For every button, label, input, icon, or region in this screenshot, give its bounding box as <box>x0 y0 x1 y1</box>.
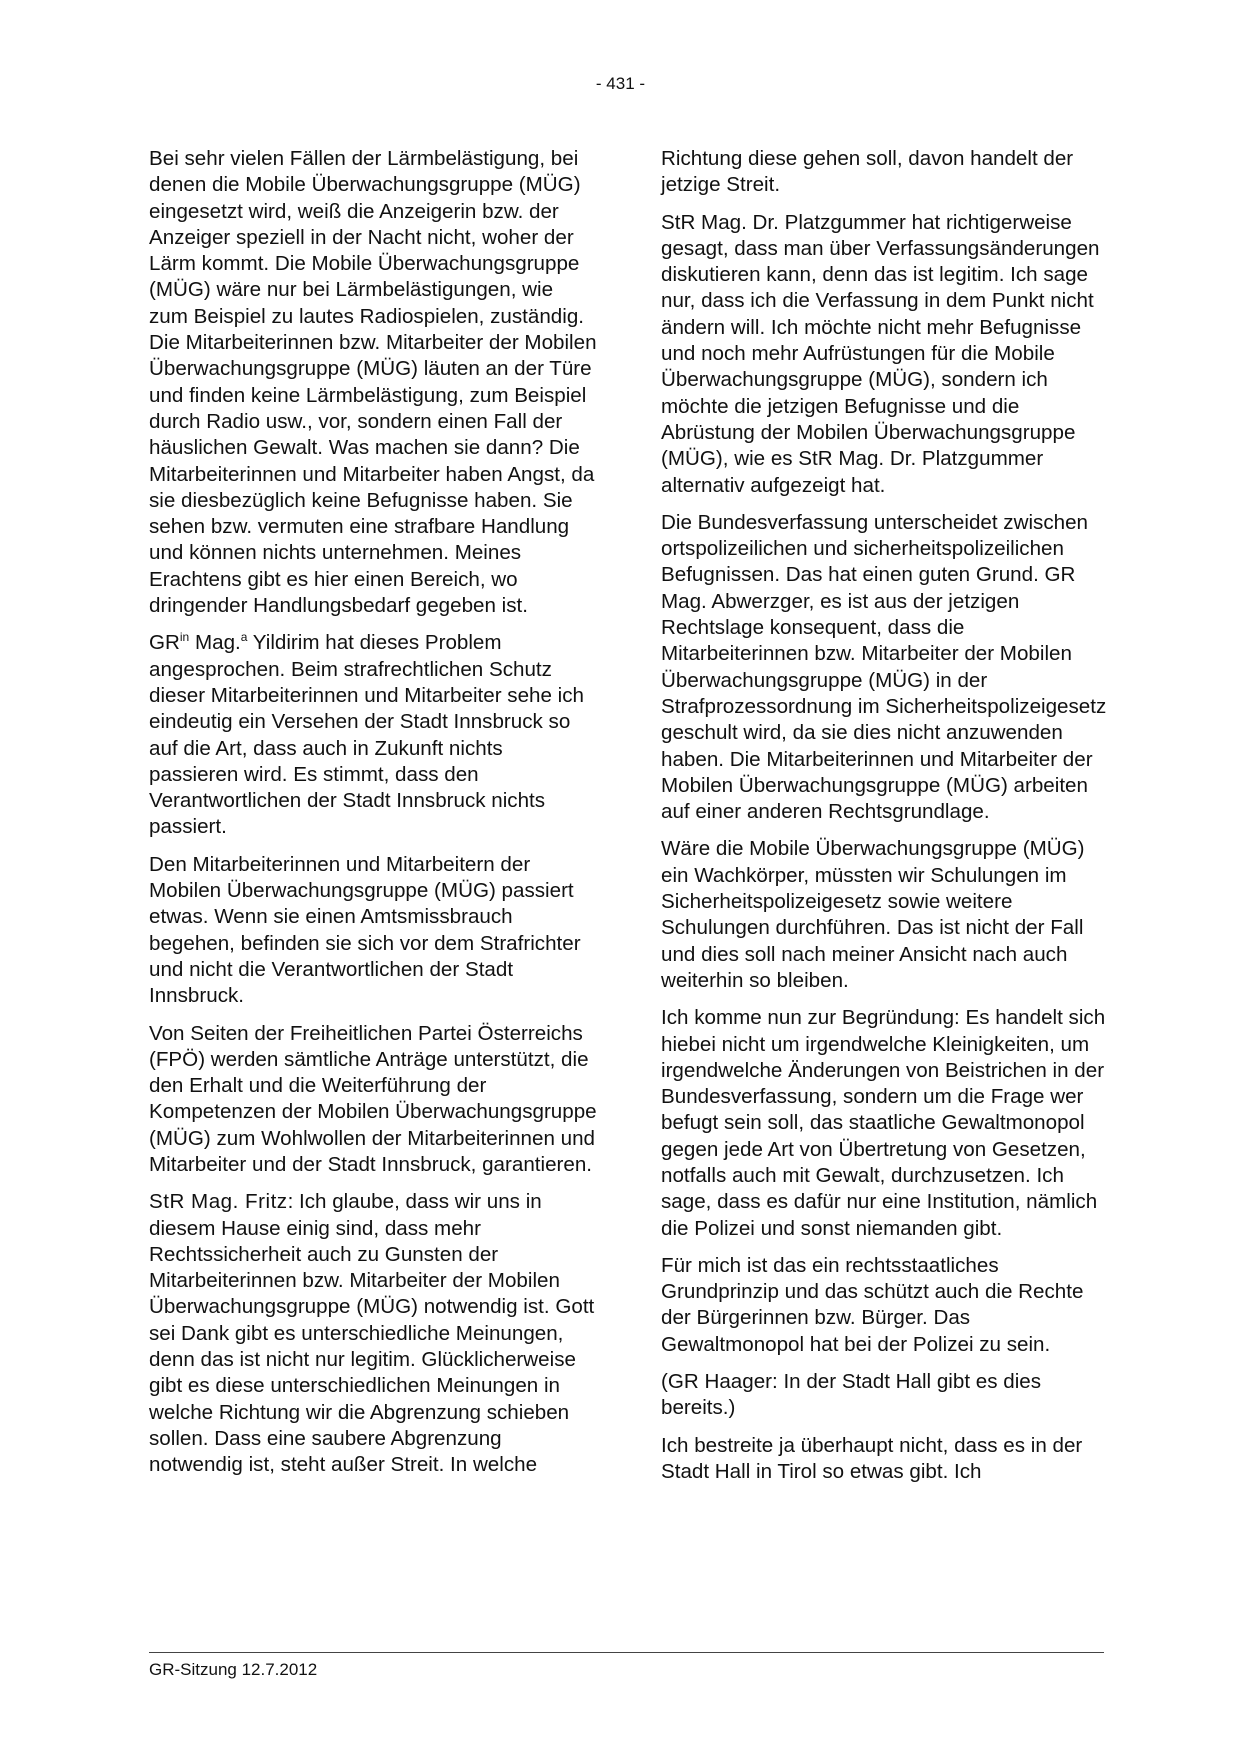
interjection: (GR Haager: In der Stadt Hall gibt es dies bereits.) <box>661 1370 1042 1420</box>
paragraph: Bei sehr vielen Fällen der Lärmbelästigung, bei denen die Mobile Überwachungsgruppe (MÜG) eingesetzt wird, weiß die Anzeigerin bzw. der Anzeiger speziell in der Nacht nicht, woher der Lärm kommt. Die Mobile Überwachungsgruppe (MÜG) wäre nur bei Lärmbelästigungen, wie zum Beispiel zu lautes Radiospielen, zuständig. Die Mitarbeiterinnen bzw. Mitarbeiter der Mobilen Überwachungsgruppe (MÜG) läuten an der Türe und finden keine Lärmbelästigung, zum Beispiel durch Radio usw., vor, sondern einen Fall der häuslichen Gewalt. Was machen sie dann? Die Mitarbeiterinnen und Mitarbeiter haben Angst, da sie diesbezüglich keine Befugnisse haben. Sie sehen bzw. vermuten eine strafbare Handlung und können nichts unternehmen. Meines Erachtens gibt es hier einen Bereich, wo dringender Handlungsbedarf gegeben ist. <box>149 147 597 618</box>
superscript: in <box>179 630 190 645</box>
paragraph: Wäre die Mobile Überwachungsgruppe (MÜG) ein Wachkörper, müssten wir Schulungen im Sicherheitspolizeigesetz sowie weitere Schulungen durchführen. Das ist nicht der Fall und dies soll nach meiner Ansicht nach auch weiterhin so bleiben. <box>661 837 1085 992</box>
speaker-title: Mag. <box>189 631 241 655</box>
footer-divider <box>149 1652 1104 1653</box>
paragraph: Ich bestreite ja überhaupt nicht, dass es in der Stadt Hall in Tirol so etwas gibt. Ich <box>661 1433 1083 1483</box>
paragraph: Richtung diese gehen soll, davon handelt der jetzige Streit. <box>661 147 1074 197</box>
page-number: - 431 - <box>595 74 646 93</box>
paragraph: Den Mitarbeiterinnen und Mitarbeitern der Mobilen Überwachungsgruppe (MÜG) passiert etwas. Wenn sie einen Amtsmissbrauch begehen, befinden sie sich vor dem Strafrichter und nicht die Verantwortlichen der Stadt Innsbruck. <box>149 852 581 1008</box>
left-column <box>149 146 597 1490</box>
paragraph: Für mich ist das ein rechtsstaatliches Grundprinzip und das schützt auch die Rechte der Bürgerinnen bzw. Bürger. Das Gewaltmonopol hat bei der Polizei zu sein. <box>661 1253 1084 1356</box>
speaker-name: StR Mag. Fritz <box>149 1190 288 1214</box>
paragraph: Ich komme nun zur Begründung: Es handelt sich hiebei nicht um irgendwelche Kleinigkeiten, um irgendwelche Änderungen von Beistrichen in der Bundesverfassung, sondern um die Frage wer befugt sein soll, das staatliche Gewaltmonopol gegen jede Art von Übertretung von Gesetzen, notfalls auch mit Gewalt, durchzusetzen. Ich sage, dass es dafür nur eine Institution, nämlich die Polizei und sonst niemanden gibt. <box>661 1006 1106 1240</box>
paragraph: Von Seiten der Freiheitlichen Partei Österreichs (FPÖ) werden sämtliche Anträge unterstützt, die den Erhalt und die Weiterführung der Kompetenzen der Mobilen Überwachungsgruppe (MÜG) zum Wohlwollen der Mitarbeiterinnen und Mitarbeiter und der Stadt Innsbruck, garantieren. <box>149 1021 597 1176</box>
paragraph <box>149 1189 597 1478</box>
footer-text: GR-Sitzung 12.7.2012 <box>149 1660 318 1679</box>
paragraph: StR Mag. Dr. Platzgummer hat richtigerweise gesagt, dass man über Verfassungsänderungen diskutieren kann, denn das ist legitim. Ich sage nur, dass ich die Verfassung in dem Punkt nicht ändern will. Ich möchte nicht mehr Befugnisse und noch mehr Aufrüstungen für die Mobile Überwachungsgruppe (MÜG), sondern ich möchte die jetzigen Befugnisse und die Abrüstung der Mobilen Überwachungsgruppe (MÜG), wie es StR Mag. Dr. Platzgummer alternativ aufgezeigt hat. <box>661 210 1100 497</box>
paragraph-text: Yildirim hat dieses Problem angesprochen. Beim strafrechtlichen Schutz dieser Mitarbeiterinnen und Mitarbeiter sehe ich eindeutig ein Versehen der Stadt Innsbruck so auf die Art, dass auch in Zukunft nichts passieren wird. Es stimmt, dass den Verantwortlichen der Stadt Innsbruck nichts passiert. <box>149 631 584 839</box>
speaker-title: GR <box>149 631 180 655</box>
superscript: a <box>240 630 248 645</box>
paragraph <box>149 630 597 840</box>
right-column <box>661 146 1113 1496</box>
paragraph-text: : Ich glaube, dass wir uns in diesem Hause einig sind, dass mehr Rechtssicherheit auch zu Gunsten der Mitarbeiterinnen bzw. Mitarbeiter der Mobilen Überwachungsgruppe (MÜG) notwendig ist. Gott sei Dank gibt es unterschiedliche Meinungen, denn das ist nicht nur legitim. Glücklicherweise gibt es diese unterschiedlichen Meinungen in welche Richtung wir die Abgrenzung schieben sollen. Dass eine saubere Abgrenzung notwendig ist, steht außer Streit. In welche <box>149 1190 595 1477</box>
paragraph: Die Bundesverfassung unterscheidet zwischen ortspolizeilichen und sicherheitspolizeilichen Befugnissen. Das hat einen guten Grund. GR Mag. Abwerzger, es ist aus der jetzigen Rechtslage konsequent, dass die Mitarbeiterinnen bzw. Mitarbeiter der Mobilen Überwachungsgruppe (MÜG) in der Strafprozessordnung im Sicherheitspolizeigesetz geschult wird, da sie dies nicht anzuwenden haben. Die Mitarbeiterinnen und Mitarbeiter der Mobilen Überwachungsgruppe (MÜG) arbeiten auf einer anderen Rechtsgrundlage. <box>661 510 1107 824</box>
